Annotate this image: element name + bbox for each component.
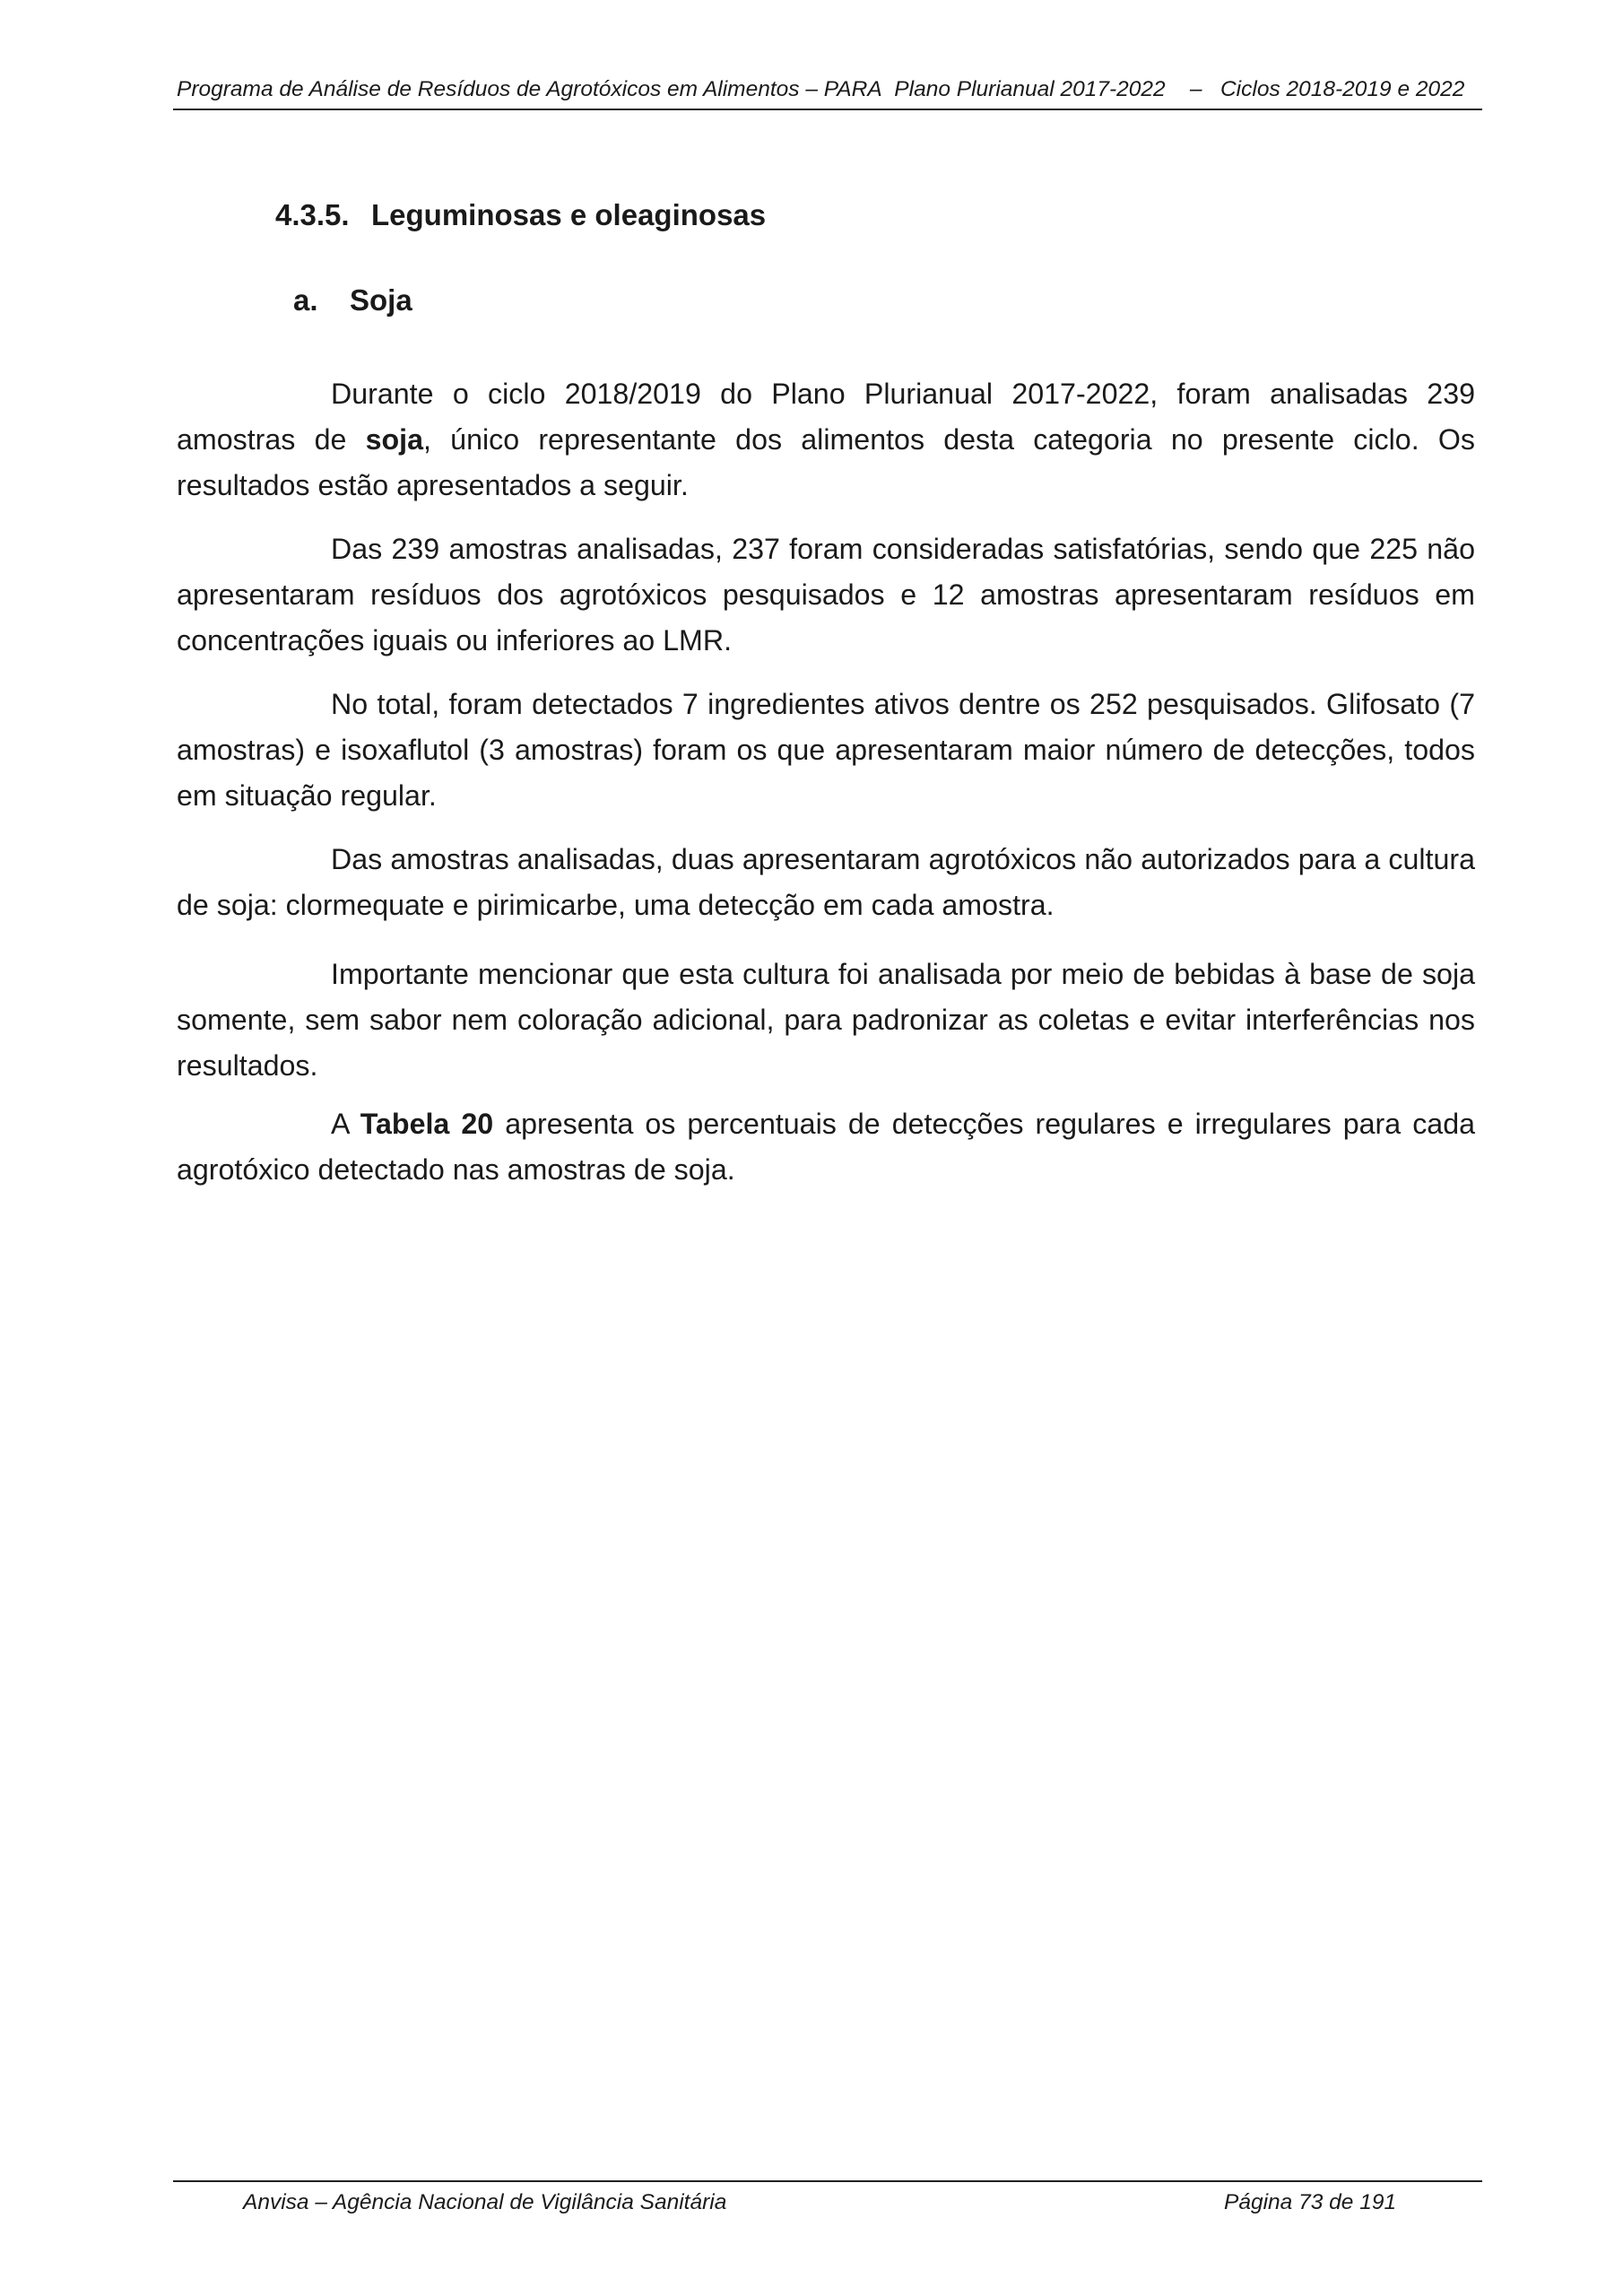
header-separator: –	[1189, 77, 1202, 101]
paragraph-1-before: Durante o ciclo 2018/2019 do Plano Plurianual 2017-2022, foram analisadas 239 amostras de	[177, 378, 1475, 456]
paragraph-6-before: A	[331, 1108, 360, 1140]
paragraph-1	[177, 371, 1475, 509]
running-header	[177, 77, 1475, 102]
paragraph-3: No total, foram detectados 7 ingredientes ativos dentre os 252 pesquisados. Glifosato (7 amostras) e isoxaflutol (3 amostras) foram os que apresentaram maior número de detecções, todos em situação regular.	[177, 688, 1475, 812]
section-heading	[275, 198, 766, 232]
body-text	[177, 371, 1475, 1211]
footer-rule	[173, 2180, 1482, 2182]
section-title: Leguminosas e oleaginosas	[371, 198, 767, 231]
header-cycles: Ciclos 2018-2019 e 2022	[1219, 77, 1465, 101]
paragraph-2: Das 239 amostras analisadas, 237 foram consideradas satisfatórias, sendo que 225 não apresentaram resíduos dos agrotóxicos pesquisados e 12 amostras apresentaram resíduos em concentrações iguais ou inferiores ao LMR.	[177, 533, 1475, 657]
page-number: Página 73 de 191	[1224, 2190, 1397, 2214]
subsection-title: Soja	[350, 283, 412, 317]
paragraph-4: Das amostras analisadas, duas apresentaram agrotóxicos não autorizados para a cultura de soja: clormequate e pirimicarbe, uma detecção em cada amostra.	[177, 843, 1475, 921]
header-program: Programa de Análise de Resíduos de Agrotóxicos em Alimentos – PARA	[177, 77, 882, 101]
paragraph-6	[177, 1101, 1475, 1193]
subsection-heading	[293, 283, 412, 317]
footer-agency: Anvisa – Agência Nacional de Vigilância Sanitária	[243, 2190, 727, 2214]
paragraph-1-bold: soja	[365, 423, 424, 456]
header-rule	[173, 109, 1482, 110]
paragraph-1-after: , único representante dos alimentos desta categoria no presente ciclo. Os resultados estão apresentados a seguir.	[177, 423, 1475, 501]
paragraph-6-after: apresenta os percentuais de detecções regulares e irregulares para cada agrotóxico detectado nas amostras de soja.	[177, 1108, 1475, 1186]
paragraph-5: Importante mencionar que esta cultura foi analisada por meio de bebidas à base de soja somente, sem sabor nem coloração adicional, para padronizar as coletas e evitar interferências nos resultados.	[177, 958, 1475, 1082]
header-plan: Plano Plurianual 2017-2022	[894, 77, 1166, 101]
subsection-letter: a.	[293, 283, 318, 317]
table-reference: Tabela 20	[360, 1108, 494, 1140]
section-number: 4.3.5.	[275, 198, 350, 231]
